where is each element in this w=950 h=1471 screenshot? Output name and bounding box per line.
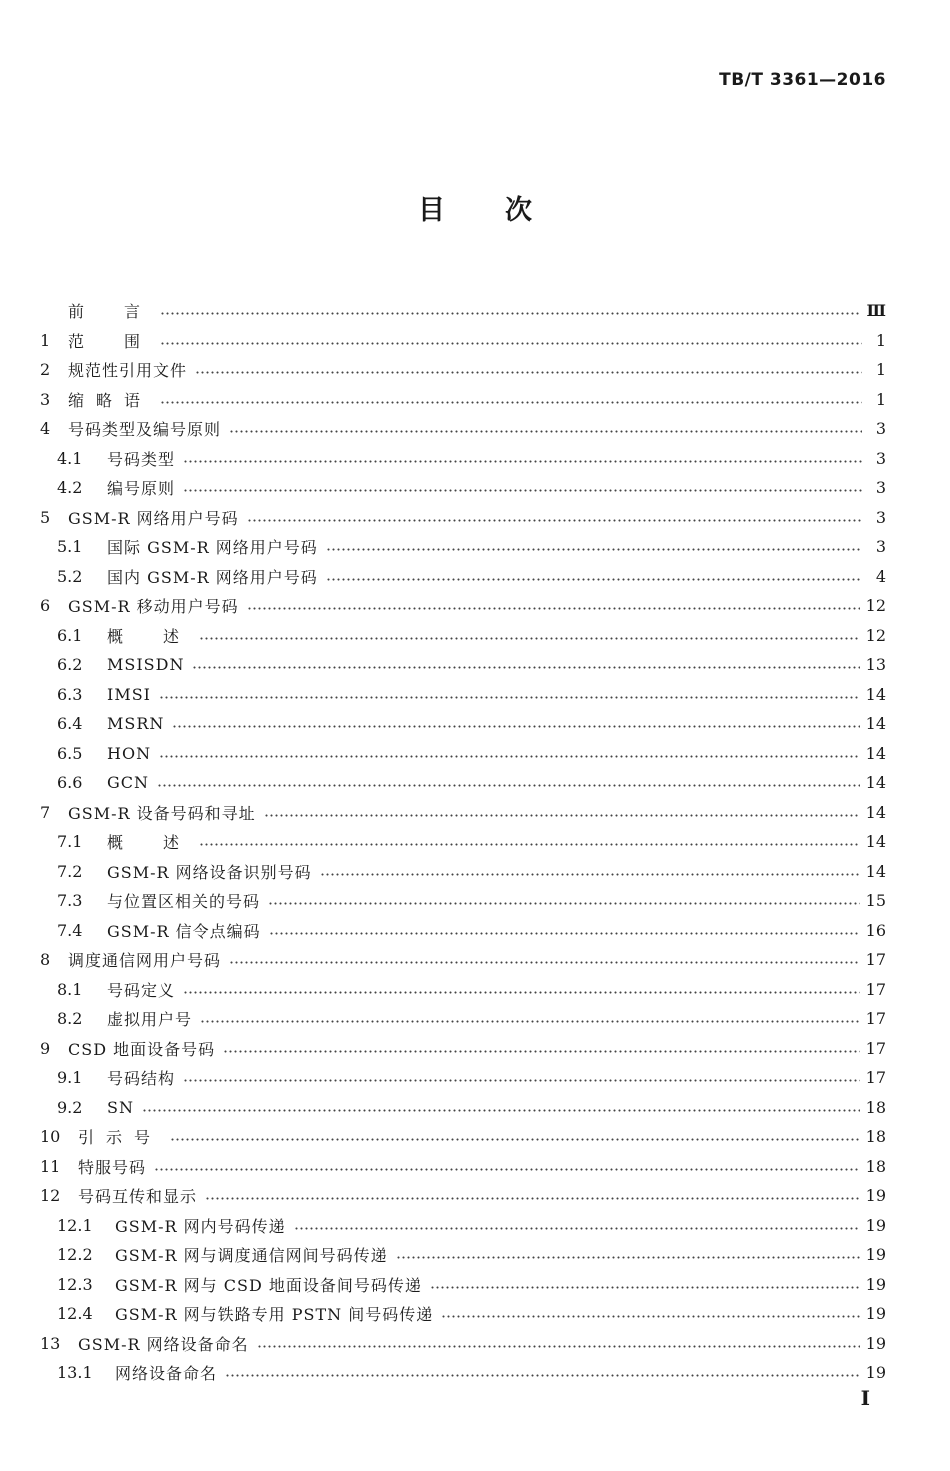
dot-leader (192, 666, 859, 669)
toc-entry-number: 7 (40, 802, 51, 822)
toc-entry-number: 8 (40, 950, 51, 970)
dot-leader (183, 991, 860, 994)
toc-entry-title: 缩略语 (68, 390, 153, 410)
toc-entry-title: GSM-R 网与调度通信网间号码传递 (115, 1246, 388, 1266)
dot-leader (142, 1109, 860, 1112)
toc-entry-title: 号码互传和显示 (78, 1187, 198, 1207)
dot-leader (172, 725, 859, 728)
toc-entry[interactable] (40, 1329, 886, 1359)
toc-entry[interactable] (40, 1063, 886, 1093)
toc-entry-title: SN (107, 1097, 134, 1117)
toc-entry-page: 3 (875, 448, 886, 468)
toc-entry[interactable] (40, 709, 886, 739)
dot-leader (183, 460, 862, 463)
toc-entry[interactable] (40, 1093, 886, 1123)
toc-entry-number: 9 (40, 1038, 51, 1058)
toc-entry[interactable] (40, 886, 886, 916)
toc-entry-title: GSM-R 网络设备命名 (78, 1334, 249, 1354)
toc-entry-title: 国内 GSM-R 网络用户号码 (107, 567, 318, 587)
toc-entry-title: CSD 地面设备号码 (68, 1039, 216, 1059)
dot-leader (183, 489, 862, 492)
toc-entry[interactable] (40, 1358, 886, 1388)
toc-entry-page: 18 (865, 1156, 886, 1176)
dot-leader (183, 1079, 860, 1082)
toc-entry-number: 5.1 (57, 537, 83, 557)
toc-entry-title: 号码结构 (107, 1069, 176, 1089)
toc-entry-number: 9.2 (57, 1097, 83, 1117)
dot-leader (154, 1168, 860, 1171)
toc-entry-number: 12.1 (57, 1215, 93, 1235)
dot-leader (268, 902, 860, 905)
toc-entry-page: 14 (865, 802, 886, 822)
toc-entry[interactable] (40, 621, 886, 651)
toc-entry[interactable] (40, 827, 886, 857)
dot-leader (159, 696, 860, 699)
toc-entry-title: 概 述 (107, 626, 192, 646)
toc-entry-title: 引示号 (78, 1128, 163, 1148)
dot-leader (326, 548, 862, 551)
toc-entry-number: 4 (40, 419, 51, 439)
dot-leader (326, 578, 862, 581)
toc-entry-title: 规范性引用文件 (68, 361, 188, 381)
toc-entry-page: 17 (865, 1068, 886, 1088)
toc-entry[interactable] (40, 562, 886, 592)
toc-entry[interactable] (40, 975, 886, 1005)
dot-leader (160, 401, 862, 404)
document-number-header: TB/T 3361—2016 (719, 70, 886, 90)
toc-entry[interactable] (40, 857, 886, 887)
toc-entry-page: 14 (865, 714, 886, 734)
dot-leader (223, 1050, 860, 1053)
toc-entry-title: 与位置区相关的号码 (107, 892, 261, 912)
toc-entry[interactable] (40, 1240, 886, 1270)
toc-entry-number: 8.1 (57, 979, 83, 999)
dot-leader (441, 1315, 859, 1318)
toc-entry-number: 6 (40, 596, 51, 616)
toc-entry-page: 12 (865, 625, 886, 645)
toc-entry-number: 6.1 (57, 625, 83, 645)
toc-entry-page: 19 (865, 1186, 886, 1206)
toc-entry-number: 12 (40, 1186, 61, 1206)
toc-entry-title: 网络设备命名 (115, 1364, 218, 1384)
toc-entry-number: 10 (40, 1127, 61, 1147)
dot-leader (205, 1197, 860, 1200)
dot-leader (159, 755, 860, 758)
toc-entry-title: GSM-R 设备号码和寻址 (68, 803, 256, 823)
toc-entry[interactable] (40, 1181, 886, 1211)
toc-entry-page: 14 (865, 684, 886, 704)
toc-entry[interactable] (40, 385, 886, 415)
dot-leader (294, 1227, 860, 1230)
toc-entry-page: 19 (865, 1304, 886, 1324)
toc-entry-page: 17 (865, 950, 886, 970)
toc-entry-number: 12.4 (57, 1304, 93, 1324)
toc-entry-title: 特服号码 (78, 1157, 147, 1177)
dot-leader (247, 607, 860, 610)
page-title: 目次 (418, 195, 592, 226)
dot-leader (199, 637, 860, 640)
toc-entry-number: 12.3 (57, 1274, 93, 1294)
toc-entry-title: GSM-R 移动用户号码 (68, 597, 239, 617)
toc-entry-page: 3 (875, 537, 886, 557)
toc-entry-title: IMSI (107, 684, 151, 704)
dot-leader (396, 1256, 860, 1259)
toc-entry-title: 范 围 (68, 331, 153, 351)
dot-leader (430, 1286, 860, 1289)
table-of-contents (40, 296, 886, 1388)
toc-entry-title: 前 言 (68, 302, 153, 322)
dot-leader (257, 1345, 860, 1348)
dot-leader (320, 873, 860, 876)
toc-entry[interactable] (40, 591, 886, 621)
toc-entry[interactable] (40, 1122, 886, 1152)
toc-entry[interactable] (40, 798, 886, 828)
toc-entry-number: 8.2 (57, 1009, 83, 1029)
toc-entry-page: 4 (875, 566, 886, 586)
toc-entry-title: 号码定义 (107, 980, 176, 1000)
toc-entry-page: 18 (865, 1097, 886, 1117)
toc-entry-page: 1 (875, 389, 886, 409)
dot-leader (199, 843, 860, 846)
toc-entry-page: Ⅲ (866, 301, 886, 321)
dot-leader (229, 961, 860, 964)
toc-entry[interactable] (40, 444, 886, 474)
toc-entry[interactable] (40, 945, 886, 975)
toc-entry-number: 11 (40, 1156, 61, 1176)
toc-entry-page: 1 (875, 330, 886, 350)
dot-leader (157, 784, 860, 787)
toc-entry[interactable] (40, 916, 886, 946)
toc-entry-page: 14 (865, 773, 886, 793)
toc-entry[interactable] (40, 473, 886, 503)
toc-entry[interactable] (40, 414, 886, 444)
toc-entry-title: GSM-R 网与铁路专用 PSTN 间号码传递 (115, 1305, 434, 1325)
toc-entry[interactable] (40, 1004, 886, 1034)
toc-entry[interactable] (40, 1211, 886, 1241)
toc-entry-title: MSRN (107, 714, 165, 734)
toc-entry[interactable] (40, 650, 886, 680)
toc-entry-title: GSM-R 信令点编码 (107, 921, 261, 941)
toc-entry-title: 号码类型及编号原则 (68, 420, 222, 440)
toc-entry[interactable] (40, 296, 886, 326)
toc-entry[interactable] (40, 680, 886, 710)
toc-entry[interactable] (40, 768, 886, 798)
toc-entry-number: 5.2 (57, 566, 83, 586)
toc-entry-title: 概 述 (107, 833, 192, 853)
toc-entry-page: 3 (875, 419, 886, 439)
dot-leader (195, 371, 862, 374)
page-folio: I (860, 1386, 870, 1410)
toc-entry-number: 6.5 (57, 743, 83, 763)
toc-entry-number: 12.2 (57, 1245, 93, 1265)
toc-entry-page: 14 (865, 743, 886, 763)
toc-entry-number: 9.1 (57, 1068, 83, 1088)
toc-entry-number: 7.1 (57, 832, 83, 852)
dot-leader (225, 1374, 860, 1377)
toc-entry-title: HON (107, 743, 152, 763)
toc-entry[interactable] (40, 739, 886, 769)
toc-entry-page: 15 (865, 891, 886, 911)
toc-entry[interactable] (40, 1270, 886, 1300)
toc-entry-page: 14 (865, 832, 886, 852)
toc-entry-page: 19 (865, 1274, 886, 1294)
toc-entry-number: 7.4 (57, 920, 83, 940)
toc-entry-page: 12 (865, 596, 886, 616)
toc-entry-title: GSM-R 网与 CSD 地面设备间号码传递 (115, 1275, 422, 1295)
toc-entry-title: GSM-R 网络设备识别号码 (107, 862, 312, 882)
toc-entry-page: 3 (875, 507, 886, 527)
dot-leader (170, 1138, 860, 1141)
dot-leader (229, 430, 862, 433)
toc-entry-page: 19 (865, 1333, 886, 1353)
toc-entry[interactable] (40, 1152, 886, 1182)
dot-leader (269, 932, 860, 935)
toc-entry-number: 4.2 (57, 478, 83, 498)
toc-entry-number: 13 (40, 1333, 61, 1353)
toc-entry-page: 19 (865, 1363, 886, 1383)
toc-entry-title: 国际 GSM-R 网络用户号码 (107, 538, 318, 558)
toc-entry-title: 虚拟用户号 (107, 1010, 193, 1030)
toc-entry-number: 4.1 (57, 448, 83, 468)
toc-entry[interactable] (40, 326, 886, 356)
toc-entry-title: GSM-R 网内号码传递 (115, 1216, 286, 1236)
toc-entry[interactable] (40, 1299, 886, 1329)
toc-entry-page: 17 (865, 1038, 886, 1058)
dot-leader (264, 814, 860, 817)
toc-entry-number: 6.2 (57, 655, 83, 675)
toc-entry-number: 2 (40, 360, 51, 380)
toc-entry-page: 18 (865, 1127, 886, 1147)
toc-entry-title: 编号原则 (107, 479, 176, 499)
toc-entry-number: 5 (40, 507, 51, 527)
toc-entry[interactable] (40, 355, 886, 385)
toc-entry-page: 1 (875, 360, 886, 380)
toc-entry-number: 6.6 (57, 773, 83, 793)
toc-entry-number: 6.3 (57, 684, 83, 704)
toc-entry-number: 7.3 (57, 891, 83, 911)
toc-entry-title: 调度通信网用户号码 (68, 951, 222, 971)
toc-entry-page: 19 (865, 1245, 886, 1265)
toc-entry-title: GSM-R 网络用户号码 (68, 508, 239, 528)
dot-leader (200, 1020, 860, 1023)
toc-entry-page: 19 (865, 1215, 886, 1235)
toc-entry-page: 13 (865, 655, 886, 675)
dot-leader (160, 312, 861, 315)
toc-entry-page: 17 (865, 979, 886, 999)
toc-entry[interactable] (40, 503, 886, 533)
toc-entry-page: 14 (865, 861, 886, 881)
dot-leader (247, 519, 862, 522)
toc-entry-page: 16 (865, 920, 886, 940)
toc-entry-page: 3 (875, 478, 886, 498)
dot-leader (160, 342, 862, 345)
toc-entry-title: 号码类型 (107, 449, 176, 469)
toc-entry-number: 3 (40, 389, 51, 409)
toc-entry-number: 7.2 (57, 861, 83, 881)
toc-entry-number: 13.1 (57, 1363, 93, 1383)
toc-entry[interactable] (40, 532, 886, 562)
toc-entry[interactable] (40, 1034, 886, 1064)
toc-entry-number: 1 (40, 330, 51, 350)
toc-entry-title: MSISDN (107, 655, 185, 675)
toc-entry-title: GCN (107, 773, 150, 793)
toc-entry-number: 6.4 (57, 714, 83, 734)
toc-entry-page: 17 (865, 1009, 886, 1029)
